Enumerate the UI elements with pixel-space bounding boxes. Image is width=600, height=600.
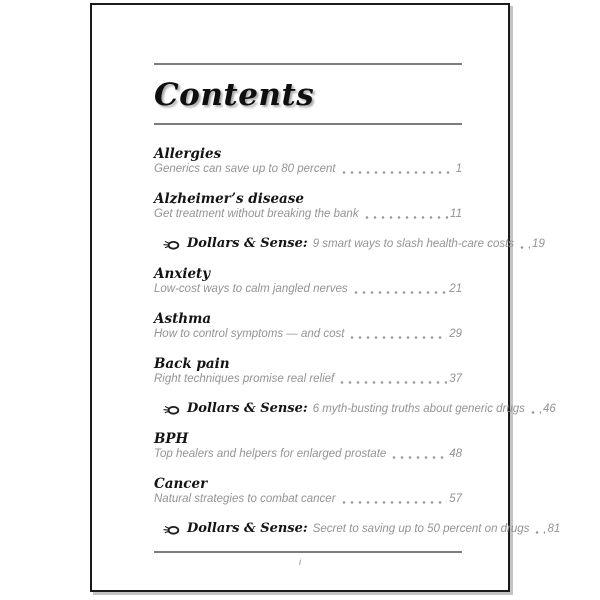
feature-text: 9 smart ways to slash health-care costs <box>312 238 515 250</box>
page-content <box>92 63 561 537</box>
toc-feature-entry <box>154 236 545 252</box>
toc-entry <box>154 191 462 222</box>
entry-heading: Back pain <box>154 356 230 372</box>
entry-heading: Cancer <box>154 476 208 492</box>
entry-subtitle: How to control symptoms — and cost <box>154 328 345 340</box>
dot-leader <box>342 496 448 506</box>
entry-subtitle: Right techniques promise real relief <box>154 373 335 385</box>
toc-entry <box>154 311 462 342</box>
entry-subline <box>154 372 462 387</box>
toc-entry <box>154 431 462 462</box>
entry-heading: Allergies <box>154 146 222 162</box>
toc-entry <box>154 266 462 297</box>
entry-page-number: 37 <box>449 373 462 385</box>
dot-leader <box>350 331 447 341</box>
entry-page-number: 57 <box>449 493 462 505</box>
entry-page-number: 29 <box>449 328 462 340</box>
toc-entry <box>154 146 462 177</box>
feature-text: Secret to saving up to 50 percent on drugs <box>312 523 530 535</box>
entry-page-number: 48 <box>449 448 462 460</box>
flying-coin-icon <box>163 239 180 250</box>
feature-label: Dollars & Sense: <box>187 401 308 416</box>
flying-coin-icon <box>163 524 180 535</box>
entry-subtitle: Get treatment without breaking the bank <box>154 208 359 220</box>
dot-leader <box>365 211 448 221</box>
dot-leader <box>535 526 545 536</box>
entry-heading: Anxiety <box>154 266 211 282</box>
entry-subtitle: Generics can save up to 80 percent <box>154 163 336 175</box>
title-rule <box>154 123 462 125</box>
entry-subline <box>154 207 462 222</box>
entry-subline <box>154 282 462 297</box>
entry-page-number: 81 <box>547 523 561 535</box>
toc-entry <box>154 356 462 387</box>
page-number: i <box>299 557 301 567</box>
entry-heading: Asthma <box>154 311 212 327</box>
entry-page-number: 19 <box>532 238 545 250</box>
entry-page-number: 46 <box>542 403 556 415</box>
dot-leader <box>392 451 447 461</box>
entry-subline <box>154 327 462 342</box>
entry-page-number: 1 <box>455 163 462 175</box>
feature-label: Dollars & Sense: <box>187 521 308 536</box>
entry-page-number: 21 <box>449 283 462 295</box>
dot-leader <box>354 286 448 296</box>
feature-label: Dollars & Sense: <box>187 236 308 251</box>
entry-subline <box>154 447 462 462</box>
entry-heading: Alzheimer’s disease <box>154 191 304 207</box>
toc-feature-entry <box>154 401 556 417</box>
toc-list <box>154 146 561 537</box>
dot-leader <box>342 166 454 176</box>
entry-subline <box>154 162 462 177</box>
entry-subline <box>154 492 462 507</box>
toc-entry <box>154 476 462 507</box>
entry-subtitle: Natural strategies to combat cancer <box>154 493 336 505</box>
entry-page-number: 11 <box>450 208 462 220</box>
flying-coin-icon <box>163 404 180 415</box>
dot-leader <box>531 406 541 416</box>
dot-leader <box>520 241 530 251</box>
entry-subtitle: Low-cost ways to calm jangled nerves <box>154 283 348 295</box>
feature-text: 6 myth-busting truths about generic drugs <box>312 403 525 415</box>
entry-heading: BPH <box>154 431 189 447</box>
top-rule <box>154 63 462 65</box>
entry-subtitle: Top healers and helpers for enlarged prostate <box>154 448 387 460</box>
dot-leader <box>340 376 447 386</box>
page-title: Contents <box>154 77 315 113</box>
bottom-rule <box>154 551 462 553</box>
toc-feature-entry <box>154 521 561 537</box>
contents-page <box>90 3 561 592</box>
